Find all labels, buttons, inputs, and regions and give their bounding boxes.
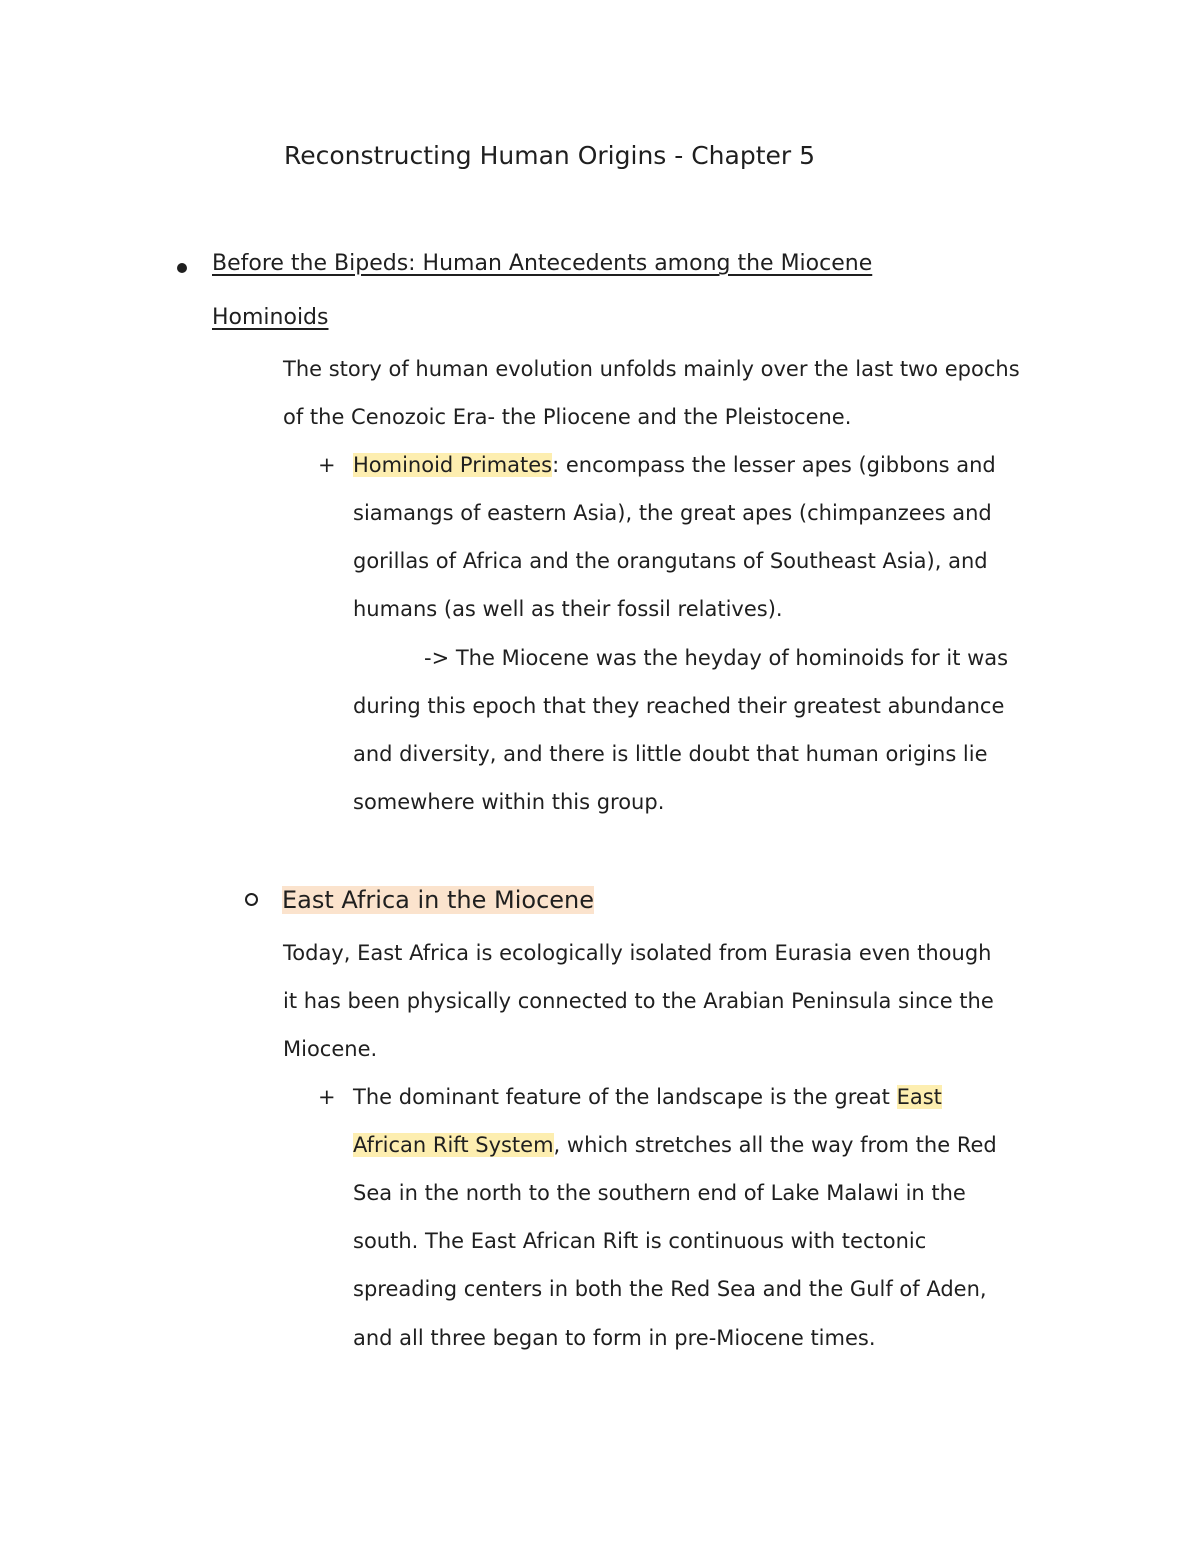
bullet-text-line: Sea in the north to the southern end of Lake Malawi in the <box>353 1181 966 1205</box>
definition-line: humans (as well as their fossil relatives). <box>353 597 783 621</box>
bullet-text-line: and all three began to form in pre-Miocene times. <box>353 1326 876 1350</box>
bullet-text: , which stretches all the way from the Red <box>553 1133 997 1157</box>
section-heading-line2: Hominoids <box>212 305 329 330</box>
page-title: Reconstructing Human Origins - Chapter 5 <box>284 141 816 170</box>
bullet-circle-icon <box>245 893 258 906</box>
bullet-text-line: south. The East African Rift is continuous with tectonic <box>353 1229 927 1253</box>
highlighted-term: Hominoid Primates <box>353 453 553 477</box>
definition-text: : encompass the lesser apes (gibbons and <box>552 453 996 477</box>
paragraph-line: Today, East Africa is ecologically isolated from Eurasia even though <box>283 941 992 965</box>
bullet-text: The dominant feature of the landscape is the great <box>353 1085 897 1109</box>
bullet-text-line <box>353 1083 942 1111</box>
subsection-heading <box>282 885 594 915</box>
plus-bullet-icon: + <box>318 1085 336 1109</box>
arrow-note-line: somewhere within this group. <box>353 790 665 814</box>
arrow-note-line: during this epoch that they reached their greatest abundance <box>353 694 1005 718</box>
definition-line: siamangs of eastern Asia), the great apes (chimpanzees and <box>353 501 992 525</box>
paragraph-line: The story of human evolution unfolds mainly over the last two epochs <box>283 357 1020 381</box>
bullet-disc-icon <box>177 263 187 273</box>
arrow-note-line: -> The Miocene was the heyday of hominoids for it was <box>424 646 1009 670</box>
highlighted-term: East <box>896 1085 942 1109</box>
paragraph-line: it has been physically connected to the Arabian Peninsula since the <box>283 989 994 1013</box>
bullet-text-line: spreading centers in both the Red Sea and the Gulf of Aden, <box>353 1277 987 1301</box>
subsection-heading-text: East Africa in the Miocene <box>282 886 595 914</box>
bullet-text-line <box>353 1131 997 1159</box>
plus-bullet-icon: + <box>318 453 336 477</box>
arrow-note-line: and diversity, and there is little doubt that human origins lie <box>353 742 988 766</box>
definition-line <box>353 451 996 479</box>
definition-line: gorillas of Africa and the orangutans of Southeast Asia), and <box>353 549 988 573</box>
paragraph-line: Miocene. <box>283 1037 378 1061</box>
highlighted-term: African Rift System <box>353 1133 554 1157</box>
section-heading-line1: Before the Bipeds: Human Antecedents among the Miocene <box>212 251 873 276</box>
paragraph-line: of the Cenozoic Era- the Pliocene and the Pleistocene. <box>283 405 852 429</box>
